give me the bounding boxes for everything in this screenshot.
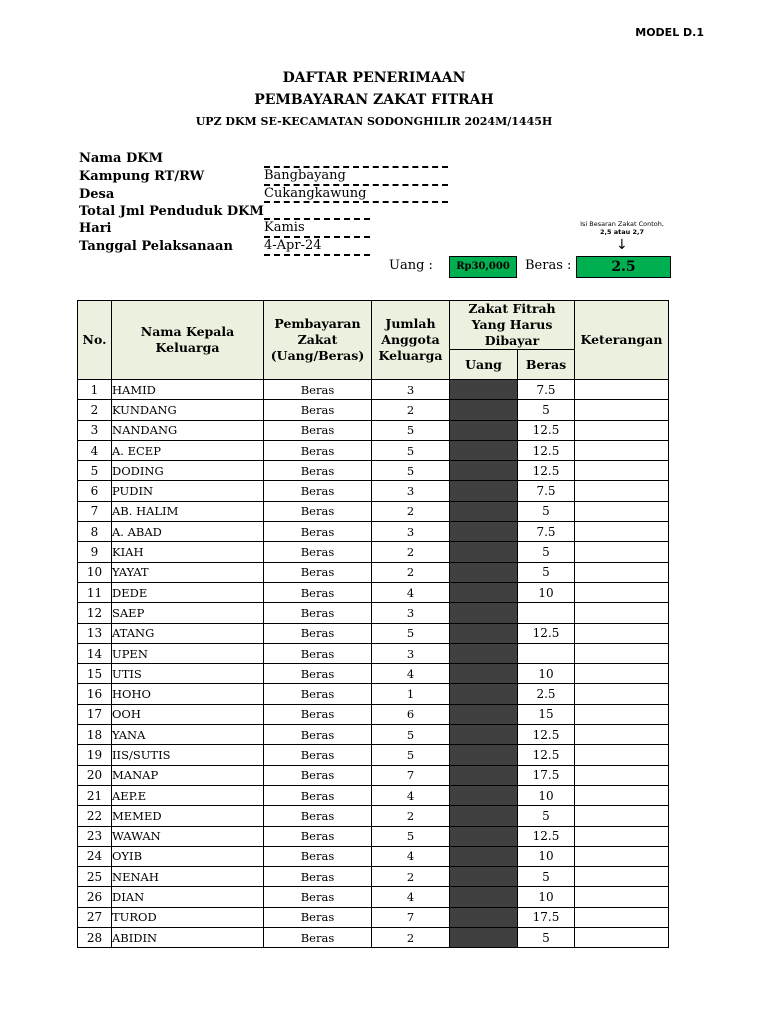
beras-rate-label: Beras : (525, 258, 572, 273)
row-uang[interactable] (450, 846, 518, 866)
row-no[interactable]: 23 (78, 826, 112, 846)
row-uang[interactable] (450, 380, 518, 400)
row-beras[interactable]: 12.5 (518, 420, 575, 440)
row-nama[interactable]: NENAH (112, 867, 264, 887)
row-beras[interactable]: 7.5 (518, 481, 575, 501)
table-row (78, 806, 669, 826)
row-beras[interactable]: 10 (518, 785, 575, 805)
row-beras[interactable]: 15 (518, 704, 575, 724)
arrow-down-icon: ↓ (616, 237, 628, 253)
row-jumlah[interactable]: 2 (372, 400, 450, 420)
row-pembayaran[interactable]: Beras (264, 481, 372, 501)
row-no[interactable]: 3 (78, 420, 112, 440)
row-nama[interactable]: IIS/SUTIS (112, 745, 264, 765)
row-nama[interactable]: KIAH (112, 542, 264, 562)
title-org: UPZ DKM SE-KECAMATAN SODONGHILIR 2024M/1445H (195, 115, 553, 128)
row-jumlah[interactable]: 4 (372, 785, 450, 805)
row-keterangan[interactable] (575, 765, 669, 785)
row-no[interactable]: 18 (78, 725, 112, 745)
desa-label: Desa (79, 187, 115, 202)
row-no[interactable]: 6 (78, 481, 112, 501)
row-uang[interactable] (450, 785, 518, 805)
table-row (78, 420, 669, 440)
row-uang[interactable] (450, 643, 518, 663)
row-jumlah[interactable]: 6 (372, 704, 450, 724)
table-row (78, 684, 669, 704)
hint-line-1: Isi Besaran Zakat Contoh, (580, 220, 664, 228)
row-nama[interactable]: HAMID (112, 380, 264, 400)
row-keterangan[interactable] (575, 806, 669, 826)
row-pembayaran[interactable]: Beras (264, 501, 372, 521)
row-keterangan[interactable] (575, 562, 669, 582)
row-no[interactable]: 1 (78, 380, 112, 400)
row-nama[interactable]: DODING (112, 461, 264, 481)
row-beras[interactable]: 5 (518, 928, 575, 948)
row-uang[interactable] (450, 501, 518, 521)
row-uang[interactable] (450, 664, 518, 684)
row-nama[interactable]: AEP.E (112, 785, 264, 805)
row-no[interactable]: 14 (78, 643, 112, 663)
row-beras[interactable]: 10 (518, 582, 575, 602)
table-row (78, 562, 669, 582)
desa-value: Cukangkawung (264, 186, 367, 201)
row-uang[interactable] (450, 582, 518, 602)
header-pembayaran: Pembayaran Zakat (Uang/Beras) (264, 301, 372, 380)
row-jumlah[interactable]: 2 (372, 562, 450, 582)
table-row (78, 664, 669, 684)
table-row (78, 603, 669, 623)
row-uang[interactable] (450, 704, 518, 724)
model-code: MODEL D.1 (635, 26, 704, 39)
row-keterangan[interactable] (575, 542, 669, 562)
row-pembayaran[interactable]: Beras (264, 785, 372, 805)
table-row (78, 522, 669, 542)
row-pembayaran[interactable]: Beras (264, 846, 372, 866)
row-pembayaran[interactable]: Beras (264, 522, 372, 542)
header-beras: Beras (518, 350, 575, 380)
table-row (78, 887, 669, 907)
row-beras[interactable]: 7.5 (518, 380, 575, 400)
table-row (78, 765, 669, 785)
row-jumlah[interactable]: 3 (372, 603, 450, 623)
row-jumlah[interactable]: 4 (372, 664, 450, 684)
row-jumlah[interactable]: 5 (372, 461, 450, 481)
row-nama[interactable]: MANAP (112, 765, 264, 785)
row-no[interactable]: 20 (78, 765, 112, 785)
row-uang[interactable] (450, 461, 518, 481)
row-uang[interactable] (450, 400, 518, 420)
row-keterangan[interactable] (575, 440, 669, 460)
row-pembayaran[interactable]: Beras (264, 867, 372, 887)
row-nama[interactable]: A. ABAD (112, 522, 264, 542)
row-pembayaran[interactable]: Beras (264, 440, 372, 460)
row-uang[interactable] (450, 725, 518, 745)
row-uang[interactable] (450, 522, 518, 542)
row-keterangan[interactable] (575, 785, 669, 805)
row-keterangan[interactable] (575, 582, 669, 602)
row-jumlah[interactable]: 4 (372, 582, 450, 602)
row-pembayaran[interactable]: Beras (264, 704, 372, 724)
table-row (78, 542, 669, 562)
uang-rate-label: Uang : (389, 258, 433, 273)
header-nama: Nama Kepala Keluarga (112, 301, 264, 380)
table-row (78, 400, 669, 420)
row-nama[interactable]: UPEN (112, 643, 264, 663)
row-no[interactable]: 15 (78, 664, 112, 684)
row-beras[interactable]: 12.5 (518, 623, 575, 643)
header-jumlah: Jumlah Anggota Keluarga (372, 301, 450, 380)
row-pembayaran[interactable]: Beras (264, 765, 372, 785)
row-pembayaran[interactable]: Beras (264, 887, 372, 907)
row-beras[interactable]: 2.5 (518, 684, 575, 704)
row-jumlah[interactable]: 3 (372, 643, 450, 663)
row-keterangan[interactable] (575, 380, 669, 400)
row-keterangan[interactable] (575, 725, 669, 745)
row-beras[interactable]: 10 (518, 887, 575, 907)
row-pembayaran[interactable]: Beras (264, 420, 372, 440)
header-no: No. (78, 301, 112, 380)
row-pembayaran[interactable]: Beras (264, 907, 372, 927)
row-keterangan[interactable] (575, 623, 669, 643)
row-nama[interactable]: TUROD (112, 907, 264, 927)
row-beras[interactable]: 7.5 (518, 522, 575, 542)
row-no[interactable]: 21 (78, 785, 112, 805)
row-no[interactable]: 24 (78, 846, 112, 866)
row-beras[interactable]: 17.5 (518, 765, 575, 785)
row-beras[interactable]: 12.5 (518, 826, 575, 846)
row-keterangan[interactable] (575, 400, 669, 420)
row-nama[interactable]: SAEP (112, 603, 264, 623)
row-keterangan[interactable] (575, 867, 669, 887)
row-beras[interactable]: 5 (518, 542, 575, 562)
row-no[interactable]: 12 (78, 603, 112, 623)
desa-field[interactable] (264, 201, 448, 203)
row-keterangan[interactable] (575, 846, 669, 866)
table-row (78, 461, 669, 481)
row-keterangan[interactable] (575, 704, 669, 724)
row-no[interactable]: 25 (78, 867, 112, 887)
row-uang[interactable] (450, 928, 518, 948)
row-no[interactable]: 4 (78, 440, 112, 460)
row-beras[interactable] (518, 603, 575, 623)
row-nama[interactable]: YAYAT (112, 562, 264, 582)
row-pembayaran[interactable]: Beras (264, 542, 372, 562)
table-row (78, 501, 669, 521)
row-nama[interactable]: PUDIN (112, 481, 264, 501)
table-row (78, 380, 669, 400)
row-uang[interactable] (450, 603, 518, 623)
row-jumlah[interactable]: 2 (372, 867, 450, 887)
table-row (78, 907, 669, 927)
table-row (78, 725, 669, 745)
title-main: DAFTAR PENERIMAAN (282, 70, 466, 86)
row-nama[interactable]: ABIDIN (112, 928, 264, 948)
table-row (78, 440, 669, 460)
uang-rate-input[interactable]: Rp30,000 (449, 256, 517, 278)
row-beras[interactable]: 10 (518, 664, 575, 684)
hari-label: Hari (79, 221, 112, 236)
row-uang[interactable] (450, 542, 518, 562)
table-row (78, 582, 669, 602)
row-beras[interactable] (518, 643, 575, 663)
row-no[interactable]: 2 (78, 400, 112, 420)
row-keterangan[interactable] (575, 461, 669, 481)
row-beras[interactable]: 12.5 (518, 725, 575, 745)
row-keterangan[interactable] (575, 684, 669, 704)
table-row (78, 928, 669, 948)
row-beras[interactable]: 12.5 (518, 745, 575, 765)
row-uang[interactable] (450, 684, 518, 704)
row-beras[interactable]: 10 (518, 846, 575, 866)
row-nama[interactable]: NANDANG (112, 420, 264, 440)
title-sub: PEMBAYARAN ZAKAT FITRAH (254, 92, 494, 108)
beras-rate-input[interactable]: 2.5 (576, 256, 671, 278)
row-keterangan[interactable] (575, 907, 669, 927)
table-row (78, 867, 669, 887)
row-jumlah[interactable]: 2 (372, 806, 450, 826)
row-pembayaran[interactable]: Beras (264, 725, 372, 745)
tanggal-field[interactable] (264, 254, 370, 256)
row-no[interactable]: 17 (78, 704, 112, 724)
row-nama[interactable]: KUNDANG (112, 400, 264, 420)
row-uang[interactable] (450, 420, 518, 440)
row-uang[interactable] (450, 623, 518, 643)
row-pembayaran[interactable]: Beras (264, 664, 372, 684)
tanggal-label: Tanggal Pelaksanaan (79, 239, 233, 254)
row-pembayaran[interactable]: Beras (264, 562, 372, 582)
kampung-value: Bangbayang (264, 168, 346, 183)
row-jumlah[interactable]: 5 (372, 623, 450, 643)
row-pembayaran[interactable]: Beras (264, 643, 372, 663)
row-nama[interactable]: AB. HALIM (112, 501, 264, 521)
row-pembayaran[interactable]: Beras (264, 582, 372, 602)
row-nama[interactable]: ATANG (112, 623, 264, 643)
row-keterangan[interactable] (575, 664, 669, 684)
row-uang[interactable] (450, 867, 518, 887)
table-row (78, 643, 669, 663)
row-beras[interactable]: 17.5 (518, 907, 575, 927)
hari-value: Kamis (264, 220, 305, 235)
row-uang[interactable] (450, 806, 518, 826)
row-beras[interactable]: 5 (518, 806, 575, 826)
row-keterangan[interactable] (575, 603, 669, 623)
row-uang[interactable] (450, 562, 518, 582)
nama-dkm-label: Nama DKM (79, 151, 163, 166)
row-beras[interactable]: 12.5 (518, 440, 575, 460)
row-no[interactable]: 9 (78, 542, 112, 562)
table-body (78, 380, 669, 948)
row-jumlah[interactable]: 5 (372, 420, 450, 440)
row-no[interactable]: 5 (78, 461, 112, 481)
row-jumlah[interactable]: 4 (372, 887, 450, 907)
row-uang[interactable] (450, 745, 518, 765)
row-uang[interactable] (450, 826, 518, 846)
receipts-table (77, 300, 669, 948)
row-jumlah[interactable]: 5 (372, 725, 450, 745)
row-keterangan[interactable] (575, 522, 669, 542)
row-beras[interactable]: 5 (518, 867, 575, 887)
row-no[interactable]: 10 (78, 562, 112, 582)
row-keterangan[interactable] (575, 887, 669, 907)
row-nama[interactable]: UTIS (112, 664, 264, 684)
table-row (78, 623, 669, 643)
row-pembayaran[interactable]: Beras (264, 603, 372, 623)
table-row (78, 704, 669, 724)
row-nama[interactable]: MEMED (112, 806, 264, 826)
row-no[interactable]: 8 (78, 522, 112, 542)
row-no[interactable]: 16 (78, 684, 112, 704)
row-uang[interactable] (450, 440, 518, 460)
row-nama[interactable]: DEDE (112, 582, 264, 602)
table-row (78, 846, 669, 866)
row-no[interactable]: 13 (78, 623, 112, 643)
row-no[interactable]: 22 (78, 806, 112, 826)
row-no[interactable]: 26 (78, 887, 112, 907)
table-row (78, 745, 669, 765)
row-nama[interactable]: A. ECEP (112, 440, 264, 460)
header-uang: Uang (450, 350, 518, 380)
row-pembayaran[interactable]: Beras (264, 461, 372, 481)
row-jumlah[interactable]: 5 (372, 440, 450, 460)
row-pembayaran[interactable]: Beras (264, 684, 372, 704)
row-uang[interactable] (450, 887, 518, 907)
row-jumlah[interactable]: 3 (372, 380, 450, 400)
row-no[interactable]: 19 (78, 745, 112, 765)
row-pembayaran[interactable]: Beras (264, 745, 372, 765)
row-jumlah[interactable]: 5 (372, 826, 450, 846)
row-nama[interactable]: HOHO (112, 684, 264, 704)
row-jumlah[interactable]: 2 (372, 928, 450, 948)
row-keterangan[interactable] (575, 643, 669, 663)
row-jumlah[interactable]: 2 (372, 542, 450, 562)
header-zakat: Zakat Fitrah Yang Harus Dibayar (450, 301, 575, 350)
row-pembayaran[interactable]: Beras (264, 400, 372, 420)
row-nama[interactable]: OOH (112, 704, 264, 724)
row-uang[interactable] (450, 481, 518, 501)
row-pembayaran[interactable]: Beras (264, 928, 372, 948)
row-uang[interactable] (450, 907, 518, 927)
header-keterangan: Keterangan (575, 301, 669, 380)
row-keterangan[interactable] (575, 420, 669, 440)
row-jumlah[interactable]: 7 (372, 765, 450, 785)
row-pembayaran[interactable]: Beras (264, 380, 372, 400)
row-keterangan[interactable] (575, 928, 669, 948)
row-no[interactable]: 7 (78, 501, 112, 521)
table-row (78, 785, 669, 805)
tanggal-value: 4-Apr-24 (264, 238, 322, 253)
row-nama[interactable]: WAWAN (112, 826, 264, 846)
row-jumlah[interactable]: 4 (372, 846, 450, 866)
table-row (78, 826, 669, 846)
row-keterangan[interactable] (575, 826, 669, 846)
row-beras[interactable]: 5 (518, 400, 575, 420)
table-row (78, 481, 669, 501)
zakat-hint (572, 220, 672, 236)
row-uang[interactable] (450, 765, 518, 785)
row-pembayaran[interactable]: Beras (264, 826, 372, 846)
row-pembayaran[interactable]: Beras (264, 806, 372, 826)
row-nama[interactable]: YANA (112, 725, 264, 745)
row-no[interactable]: 11 (78, 582, 112, 602)
row-no[interactable]: 27 (78, 907, 112, 927)
row-jumlah[interactable]: 3 (372, 481, 450, 501)
row-nama[interactable]: DIAN (112, 887, 264, 907)
row-nama[interactable]: OYIB (112, 846, 264, 866)
hint-line-2: 2,5 atau 2,7 (599, 228, 645, 236)
row-keterangan[interactable] (575, 481, 669, 501)
kampung-label: Kampung RT/RW (79, 169, 205, 184)
row-keterangan[interactable] (575, 501, 669, 521)
row-jumlah[interactable]: 3 (372, 522, 450, 542)
row-jumlah[interactable]: 5 (372, 745, 450, 765)
row-beras[interactable]: 5 (518, 501, 575, 521)
row-keterangan[interactable] (575, 745, 669, 765)
row-jumlah[interactable]: 1 (372, 684, 450, 704)
row-beras[interactable]: 5 (518, 562, 575, 582)
row-beras[interactable]: 12.5 (518, 461, 575, 481)
row-pembayaran[interactable]: Beras (264, 623, 372, 643)
row-jumlah[interactable]: 2 (372, 501, 450, 521)
total-penduduk-label: Total Jml Penduduk DKM (79, 204, 264, 219)
row-no[interactable]: 28 (78, 928, 112, 948)
row-jumlah[interactable]: 7 (372, 907, 450, 927)
